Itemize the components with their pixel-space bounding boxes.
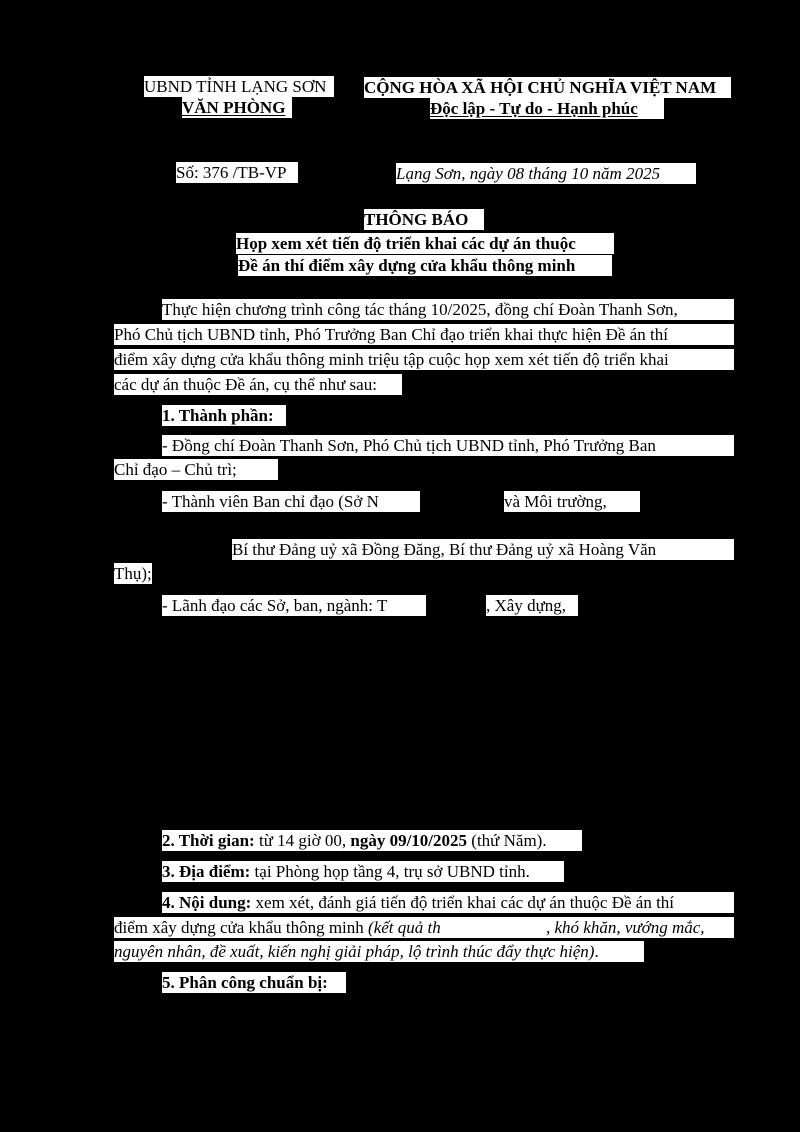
section3-label: 3. Địa điểm: xyxy=(162,862,251,881)
meeting-date: ngày 09/10/2025 xyxy=(350,831,468,850)
section5-heading: 5. Phân công chuẩn bị: xyxy=(162,972,346,993)
section2-text: từ 14 giờ 00, xyxy=(254,831,351,850)
section3-text: tại Phòng họp tầng 4, trụ sở UBND tỉnh. xyxy=(250,862,530,881)
section4-line xyxy=(114,917,546,938)
intro-line: các dự án thuộc Đề án, cụ thể như sau: xyxy=(114,374,402,395)
doc-title: THÔNG BÁO xyxy=(364,209,484,230)
section4-period: . xyxy=(594,942,599,961)
section4-italic: (kết quả th xyxy=(368,918,441,937)
section4-label: 4. Nội dung: xyxy=(162,893,252,912)
intro-line: Phó Chủ tịch UBND tỉnh, Phó Trưởng Ban Chỉ đạo triển khai thực hiện Đề án thí xyxy=(114,324,734,345)
place-date: Lạng Sơn, ngày 08 tháng 10 năm 2025 xyxy=(396,163,696,184)
attendee-line: - Thành viên Ban chỉ đạo (Sở N xyxy=(162,491,420,512)
attendee-line: Thụ); xyxy=(114,564,152,583)
section4-italic: nguyên nhân, đề xuất, kiến nghị giải pháp, lộ trình thúc đẩy thực hiện) xyxy=(114,942,595,961)
attendee-line: và Môi trường, xyxy=(504,491,640,512)
section2-time xyxy=(162,830,582,851)
section4-text: điểm xây dựng cửa khẩu thông minh xyxy=(114,918,369,937)
section4-italic: , khó khăn, vướng mắc, xyxy=(546,917,734,938)
nation-motto: Độc lập - Tự do - Hạnh phúc xyxy=(430,98,664,119)
attendee-line: - Đồng chí Đoàn Thanh Sơn, Phó Chủ tịch UBND tỉnh, Phó Trưởng Ban xyxy=(162,435,734,456)
attendee-line: Chỉ đạo – Chủ trì; xyxy=(114,459,278,480)
section4-text: xem xét, đánh giá tiến độ triển khai các dự án thuộc Đề án thí xyxy=(251,893,675,912)
doc-number: Số: 376 /TB-VP xyxy=(176,162,298,183)
section2-label: 2. Thời gian: xyxy=(162,831,255,850)
section1-heading: 1. Thành phần: xyxy=(162,405,286,426)
section4-line xyxy=(162,892,734,913)
attendee-line: - Lãnh đạo các Sở, ban, ngành: T xyxy=(162,595,426,616)
section3-location xyxy=(162,861,564,882)
doc-subtitle-line1: Họp xem xét tiến độ triển khai các dự án thuộc xyxy=(236,233,614,254)
agency-name: UBND TỈNH LẠNG SƠN xyxy=(144,76,334,97)
attendee-line: , Xây dựng, xyxy=(486,595,578,616)
doc-subtitle-line2: Đề án thí điểm xây dựng cửa khẩu thông minh xyxy=(238,255,612,276)
attendee-line: Bí thư Đảng uỷ xã Đồng Đăng, Bí thư Đảng uỷ xã Hoàng Văn xyxy=(232,539,734,560)
agency-office: VĂN PHÒNG xyxy=(182,97,292,118)
nation-title: CỘNG HÒA XÃ HỘI CHỦ NGHĨA VIỆT NAM xyxy=(364,77,731,98)
intro-line: Thực hiện chương trình công tác tháng 10/2025, đồng chí Đoàn Thanh Sơn, xyxy=(162,299,734,320)
section2-weekday: (thứ Năm). xyxy=(467,831,547,850)
section4-line xyxy=(114,941,644,962)
intro-line: điểm xây dựng cửa khẩu thông minh triệu tập cuộc họp xem xét tiến độ triển khai xyxy=(114,349,734,370)
